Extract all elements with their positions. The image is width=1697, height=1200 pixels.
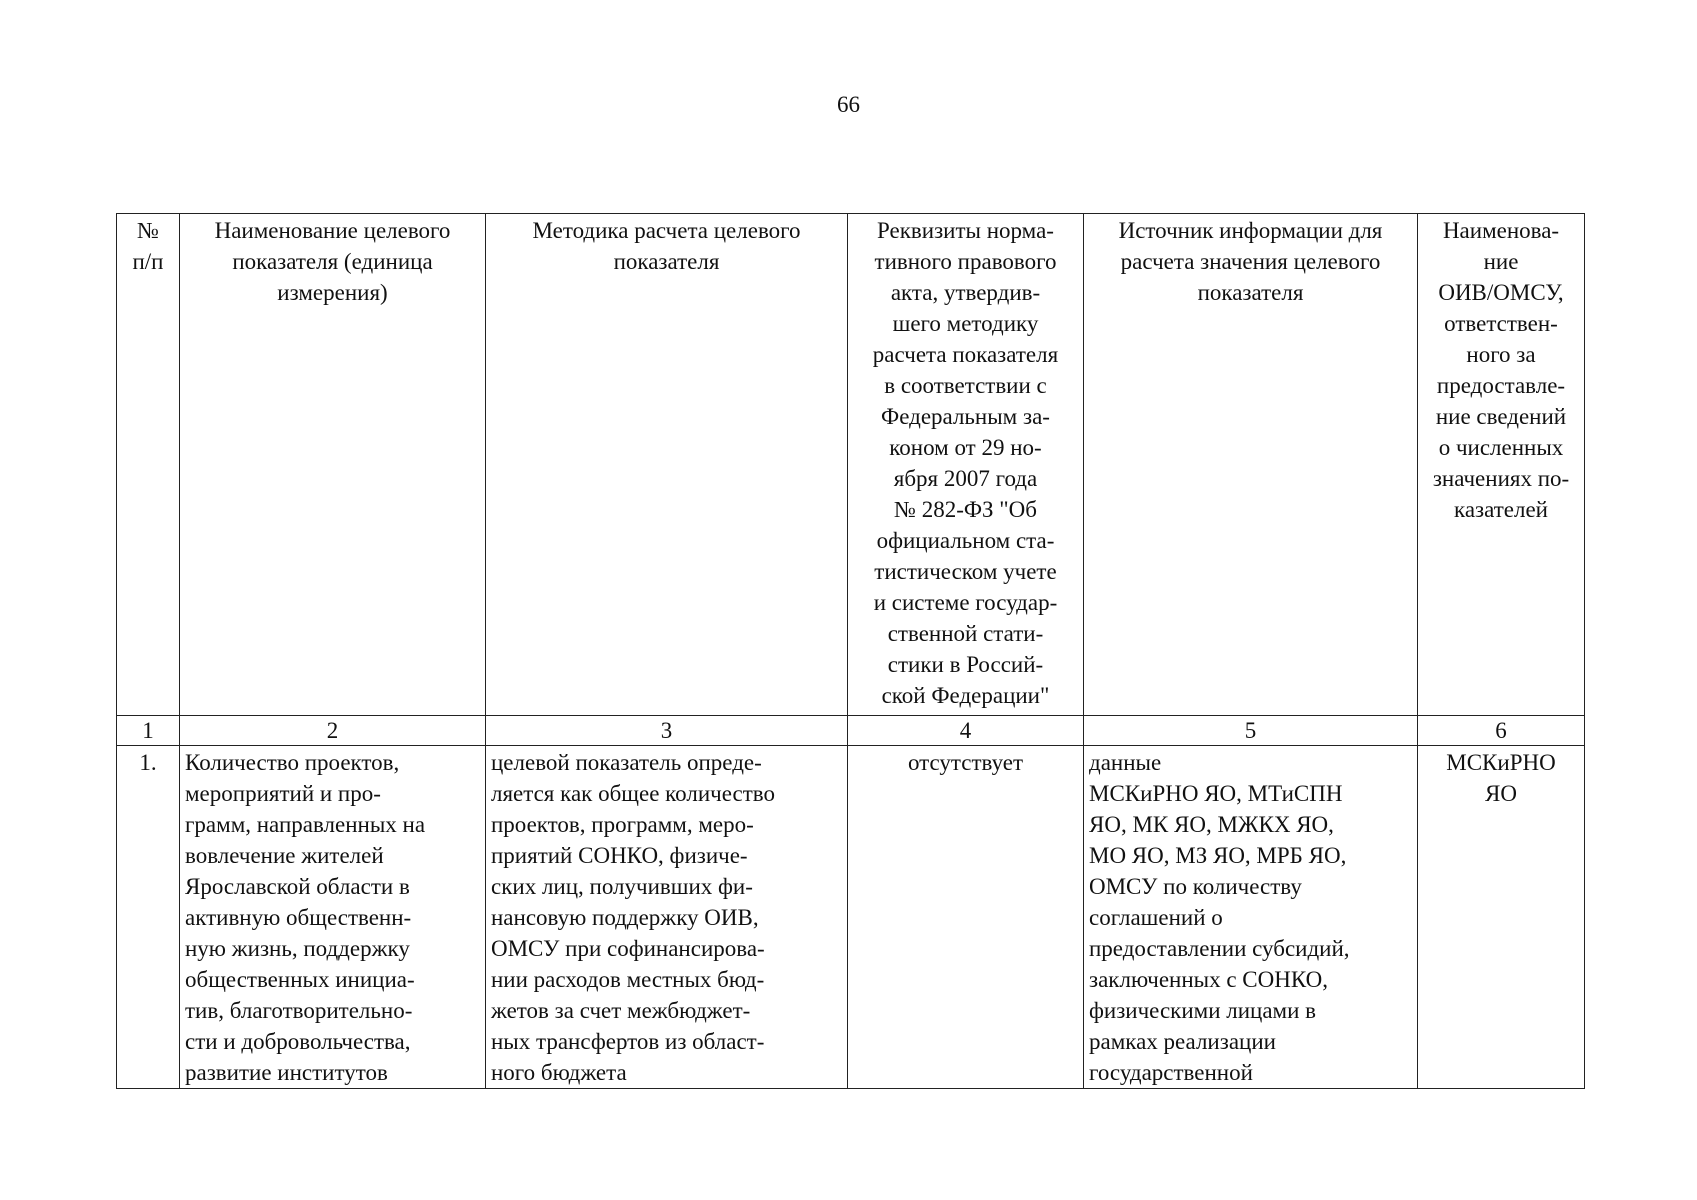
column-number: 1 [117, 716, 180, 746]
row-number [117, 746, 180, 1089]
header-legal-act [848, 214, 1084, 716]
page-number: 66 [837, 92, 860, 117]
header-number-text: № п/п [132, 218, 164, 274]
row-legal-act-text: отсутствует [907, 750, 1024, 775]
header-responsible-body-text: Наименова- ние ОИВ/ОМСУ, ответствен- ного за предоставле- ние сведений о численных значениях по- казателей [1432, 218, 1570, 522]
column-number: 2 [180, 716, 486, 746]
column-number: 6 [1418, 716, 1585, 746]
row-calculation-method-text: целевой показатель опреде- ляется как общее количество проектов, программ, меро- приятий СОНКО, физиче- ских лиц, получивших фи- нансовую поддержку ОИВ, ОМСУ при софинансирова- нии расходов местных бюд- жетов за счет межбюджет- ных трансфертов из област- ного бюджета [491, 750, 775, 1085]
header-responsible-body [1418, 214, 1585, 716]
row-indicator-name [180, 746, 486, 1089]
column-numbers-row [117, 716, 1585, 746]
table-header-row [117, 214, 1585, 716]
header-indicator-name-text: Наименование целевого показателя (единица измерения) [214, 218, 451, 305]
header-number [117, 214, 180, 716]
row-responsible-body-text: МСКиРНО ЯО [1446, 750, 1556, 806]
row-info-source [1084, 746, 1418, 1089]
row-info-source-text: данные МСКиРНО ЯО, МТиСПН ЯО, МК ЯО, МЖКХ ЯО, МО ЯО, МЗ ЯО, МРБ ЯО, ОМСУ по количеству соглашений о предоставлении субсидий, заключенных с СОНКО, физическими лицами в рамках реализации государственной [1089, 750, 1350, 1085]
row-indicator-name-text: Количество проектов, мероприятий и про- грамм, направленных на вовлечение жителей Ярославской области в активную общественн- ную жизнь, поддержку общественных инициа- тив, благотворительно- сти и добровольчества, развитие институтов [185, 750, 426, 1085]
column-number: 3 [486, 716, 848, 746]
column-number: 4 [848, 716, 1084, 746]
header-info-source [1084, 214, 1418, 716]
column-number: 5 [1084, 716, 1418, 746]
table-row [117, 746, 1585, 1089]
header-info-source-text: Источник информации для расчета значения целевого показателя [1118, 218, 1383, 305]
header-indicator-name [180, 214, 486, 716]
row-number-text: 1. [139, 750, 157, 775]
row-legal-act [848, 746, 1084, 1089]
header-calculation-method [486, 214, 848, 716]
row-responsible-body [1418, 746, 1585, 1089]
header-legal-act-text: Реквизиты норма- тивного правового акта, утвердив- шего методику расчета показателя в соответствии с Федеральным за- коном от 29 но- ября 2007 года № 282-ФЗ "Об официальном ста- тистическом учете и системе государ- ственной стати- стики в Россий- ской Федерации" [872, 218, 1059, 708]
indicators-table [116, 213, 1585, 1089]
row-calculation-method [486, 746, 848, 1089]
header-calculation-method-text: Методика расчета целевого показателя [532, 218, 801, 274]
